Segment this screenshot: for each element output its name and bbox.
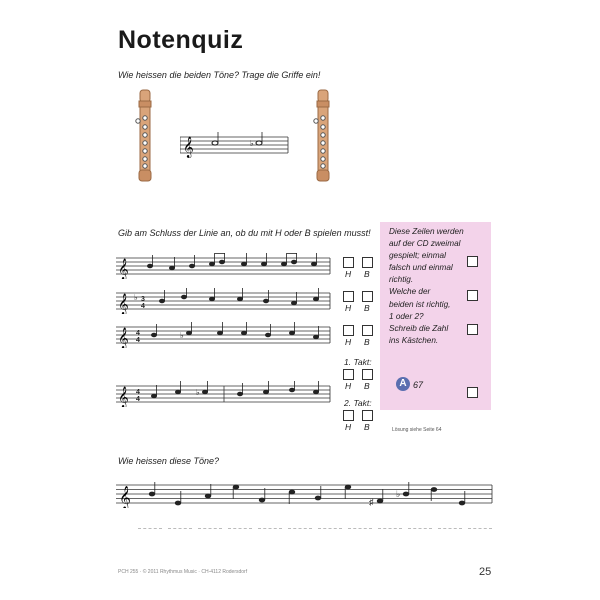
b-label: B: [364, 422, 370, 432]
h-box-row2[interactable]: [343, 291, 354, 302]
svg-text:𝄞: 𝄞: [119, 485, 131, 508]
treble-clef-icon: 𝄞: [183, 137, 194, 158]
svg-text:♭: ♭: [396, 489, 401, 499]
svg-text:4: 4: [141, 303, 145, 310]
recorder-left-icon: [130, 88, 160, 183]
b-label: B: [364, 303, 370, 313]
question-1: Wie heissen die beiden Töne? Trage die Griffe ein!: [118, 70, 321, 80]
b-box-takt2[interactable]: [362, 410, 373, 421]
b-box-row1[interactable]: [362, 257, 373, 268]
svg-text:♭: ♭: [134, 293, 138, 302]
answer-line[interactable]: [198, 528, 222, 529]
staff-row-5: [116, 478, 494, 508]
cd-track-number: 67: [413, 380, 424, 390]
takt-1-label: 1. Takt:: [344, 357, 372, 367]
answer-box-row3[interactable]: [467, 324, 478, 335]
b-label: B: [364, 381, 370, 391]
h-label: H: [345, 337, 352, 347]
svg-text:3: 3: [141, 296, 145, 303]
svg-text:𝄞: 𝄞: [118, 259, 129, 279]
answer-box-row1[interactable]: [467, 256, 478, 267]
answer-line[interactable]: [138, 528, 162, 529]
svg-text:♯: ♯: [369, 497, 374, 507]
b-box-row3[interactable]: [362, 325, 373, 336]
page-number: 25: [479, 566, 492, 578]
h-label: H: [345, 422, 352, 432]
solution-reference: Lösung siehe Seite 64: [392, 427, 442, 433]
b-box-row2[interactable]: [362, 291, 373, 302]
b-box-takt1[interactable]: [362, 369, 373, 380]
info-text: Diese Zeilen werden auf der CD zweimal gespielt; einmal falsch und einmal richtig. Welche der beiden ist richtig, 1 oder 2? Schreib die Zahl ins Kästchen.: [389, 227, 464, 345]
svg-text:♭: ♭: [180, 331, 184, 340]
answer-line[interactable]: [288, 528, 312, 529]
answer-line[interactable]: [468, 528, 492, 529]
h-box-takt2[interactable]: [343, 410, 354, 421]
answer-box-row4[interactable]: [467, 387, 478, 398]
answer-line[interactable]: [258, 528, 282, 529]
h-label: H: [345, 381, 352, 391]
cd-track-icon: A: [396, 377, 410, 391]
page-title: Notenquiz: [118, 26, 244, 54]
staff-row-3: [116, 322, 332, 348]
b-label: B: [364, 337, 370, 347]
question-3: Wie heissen diese Töne?: [118, 456, 219, 466]
svg-text:𝄞: 𝄞: [118, 328, 129, 348]
answer-line[interactable]: [348, 528, 372, 529]
staff-row-2: [116, 288, 332, 314]
h-box-row1[interactable]: [343, 257, 354, 268]
h-box-row3[interactable]: [343, 325, 354, 336]
recorder-right-icon: [308, 88, 338, 183]
svg-text:𝄞: 𝄞: [118, 294, 129, 314]
answer-line[interactable]: [378, 528, 402, 529]
answer-line[interactable]: [168, 528, 192, 529]
svg-text:4: 4: [136, 396, 140, 403]
footer-copyright: PCH 255 · © 2011 Rhythmus Music · CH-4112 Rodersdorf: [118, 569, 248, 575]
answer-line[interactable]: [318, 528, 342, 529]
staff-row-1: [116, 253, 332, 279]
answer-line[interactable]: [438, 528, 462, 529]
takt-2-label: 2. Takt:: [344, 398, 372, 408]
answer-box-row2[interactable]: [467, 290, 478, 301]
answer-line[interactable]: [228, 528, 252, 529]
answer-line[interactable]: [408, 528, 432, 529]
question-2: Gib am Schluss der Linie an, ob du mit H oder B spielen musst!: [118, 228, 371, 238]
h-label: H: [345, 303, 352, 313]
staff-two-tones: [180, 132, 290, 162]
h-label: H: [345, 269, 352, 279]
svg-text:♭: ♭: [196, 388, 200, 397]
svg-text:♭: ♭: [250, 139, 254, 148]
svg-text:4: 4: [136, 330, 140, 337]
svg-text:4: 4: [136, 337, 140, 344]
b-label: B: [364, 269, 370, 279]
svg-text:4: 4: [136, 389, 140, 396]
h-box-takt1[interactable]: [343, 369, 354, 380]
svg-text:𝄞: 𝄞: [118, 387, 129, 407]
staff-row-4: [116, 381, 332, 407]
